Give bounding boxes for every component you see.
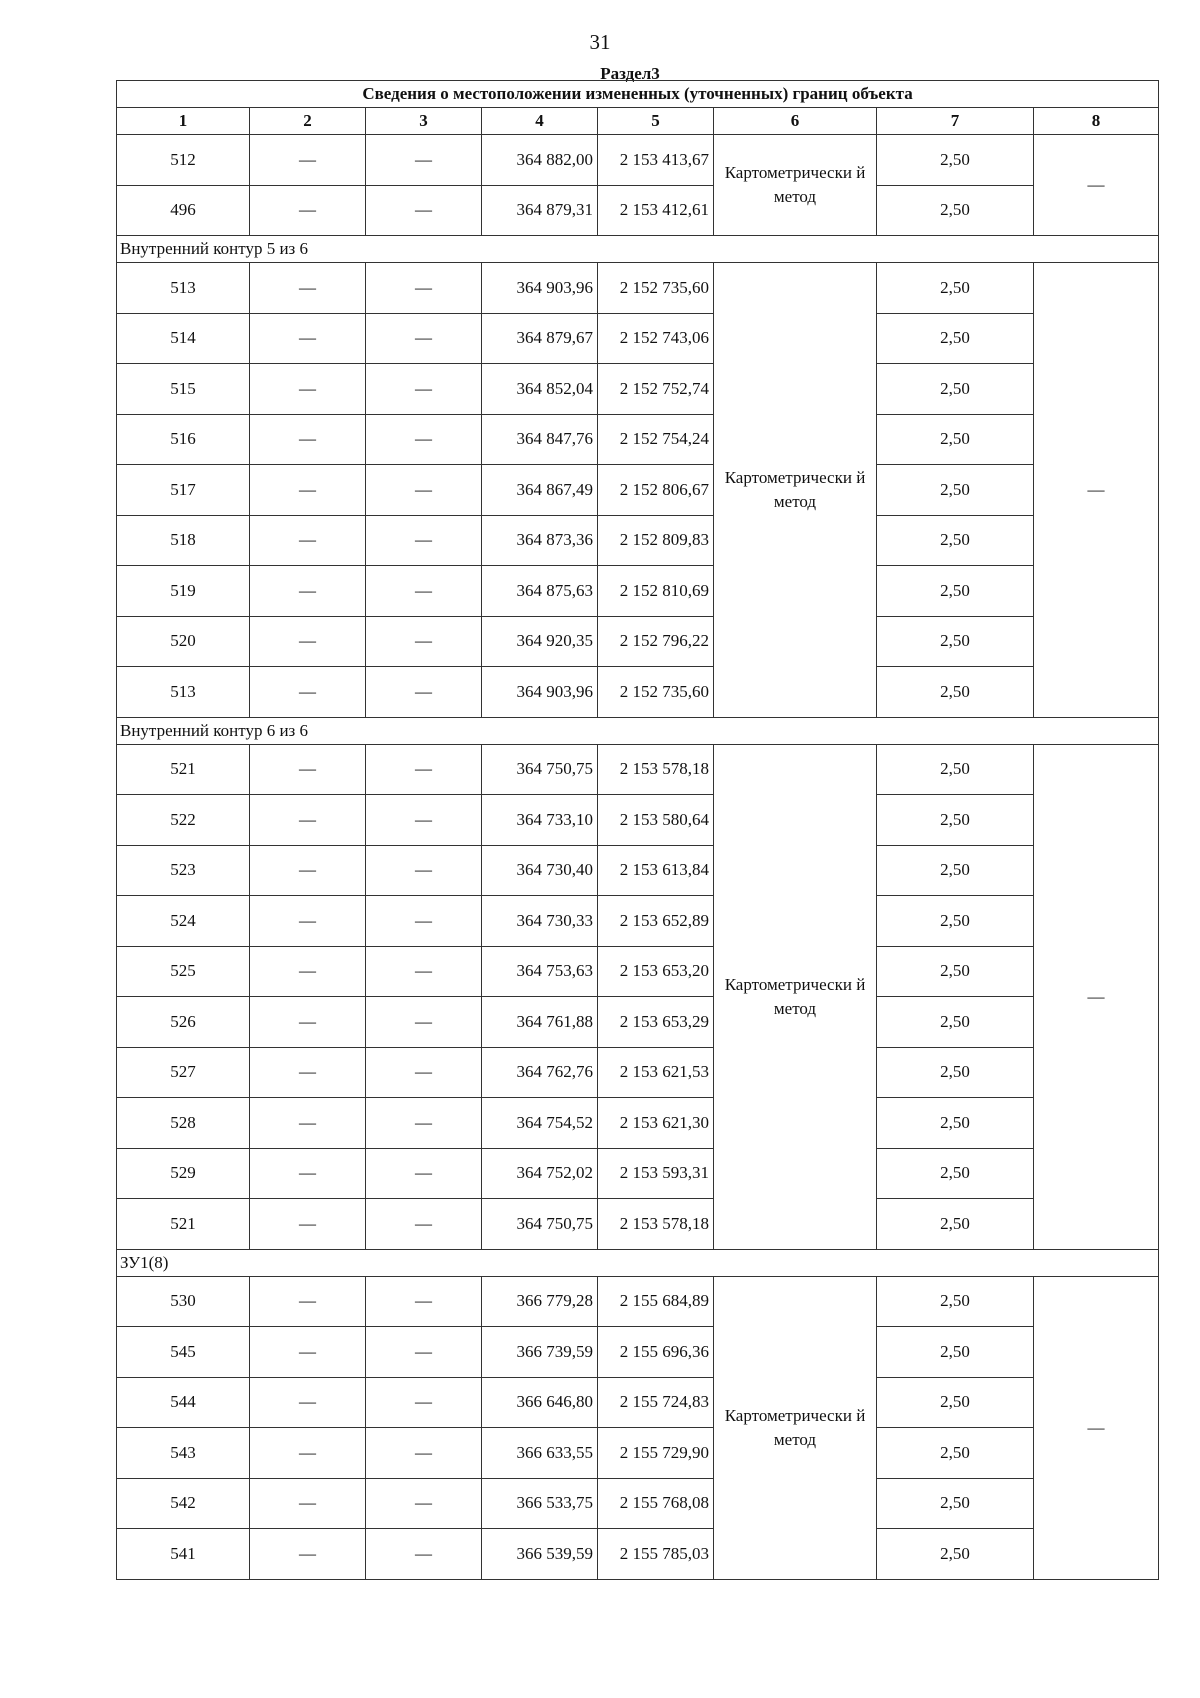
table-row	[117, 515, 1159, 566]
point-number: 526	[117, 997, 250, 1048]
col2-dash: —	[250, 1529, 366, 1580]
col3-dash: —	[366, 364, 482, 415]
col2-dash: —	[250, 566, 366, 617]
coord-x: 364 852,04	[482, 364, 598, 415]
point-number: 541	[117, 1529, 250, 1580]
accuracy: 2,50	[877, 1377, 1034, 1428]
col3-dash: —	[366, 185, 482, 236]
accuracy: 2,50	[877, 997, 1034, 1048]
point-number: 528	[117, 1098, 250, 1149]
point-number: 520	[117, 616, 250, 667]
coord-y: 2 153 413,67	[598, 135, 714, 186]
point-number: 530	[117, 1276, 250, 1327]
table-row	[117, 135, 1159, 186]
table-row	[117, 1377, 1159, 1428]
coordinates-table	[116, 80, 1159, 1580]
contour-label: ЗУ1(8)	[117, 1249, 1159, 1276]
point-number: 518	[117, 515, 250, 566]
table-row	[117, 1098, 1159, 1149]
col3-dash: —	[366, 795, 482, 846]
col3-dash: —	[366, 465, 482, 516]
col2-dash: —	[250, 313, 366, 364]
coord-x: 364 762,76	[482, 1047, 598, 1098]
accuracy: 2,50	[877, 1276, 1034, 1327]
col2-dash: —	[250, 1377, 366, 1428]
table-row	[117, 414, 1159, 465]
column-header-8: 8	[1034, 108, 1159, 135]
point-number: 543	[117, 1428, 250, 1479]
col8-dash: —	[1034, 263, 1159, 718]
accuracy: 2,50	[877, 1478, 1034, 1529]
method-cell: Картометрически й метод	[714, 263, 877, 718]
accuracy: 2,50	[877, 515, 1034, 566]
col3-dash: —	[366, 1276, 482, 1327]
accuracy: 2,50	[877, 795, 1034, 846]
contour-group-row	[117, 717, 1159, 744]
col3-dash: —	[366, 997, 482, 1048]
col8-dash: —	[1034, 135, 1159, 236]
col3-dash: —	[366, 1529, 482, 1580]
coord-y: 2 152 810,69	[598, 566, 714, 617]
col3-dash: —	[366, 1047, 482, 1098]
coord-y: 2 155 696,36	[598, 1327, 714, 1378]
point-number: 524	[117, 896, 250, 947]
col3-dash: —	[366, 1148, 482, 1199]
table-row	[117, 667, 1159, 718]
table-row	[117, 744, 1159, 795]
coord-x: 364 750,75	[482, 744, 598, 795]
coord-x: 364 903,96	[482, 667, 598, 718]
point-number: 523	[117, 845, 250, 896]
method-cell: Картометрически й метод	[714, 744, 877, 1249]
column-header-3: 3	[366, 108, 482, 135]
col2-dash: —	[250, 1428, 366, 1479]
col3-dash: —	[366, 135, 482, 186]
coord-y: 2 153 593,31	[598, 1148, 714, 1199]
col2-dash: —	[250, 185, 366, 236]
coord-y: 2 155 785,03	[598, 1529, 714, 1580]
coord-x: 364 730,40	[482, 845, 598, 896]
accuracy: 2,50	[877, 364, 1034, 415]
accuracy: 2,50	[877, 1098, 1034, 1149]
accuracy: 2,50	[877, 1327, 1034, 1378]
point-number: 542	[117, 1478, 250, 1529]
coord-x: 364 761,88	[482, 997, 598, 1048]
col3-dash: —	[366, 896, 482, 947]
table-row	[117, 1047, 1159, 1098]
coord-y: 2 153 621,53	[598, 1047, 714, 1098]
accuracy: 2,50	[877, 667, 1034, 718]
col2-dash: —	[250, 465, 366, 516]
coord-x: 364 879,67	[482, 313, 598, 364]
table-row	[117, 465, 1159, 516]
col3-dash: —	[366, 1199, 482, 1250]
accuracy: 2,50	[877, 185, 1034, 236]
coord-x: 364 752,02	[482, 1148, 598, 1199]
method-cell: Картометрически й метод	[714, 1276, 877, 1579]
col2-dash: —	[250, 515, 366, 566]
table-row	[117, 1276, 1159, 1327]
coord-y: 2 152 806,67	[598, 465, 714, 516]
coord-x: 364 750,75	[482, 1199, 598, 1250]
table-row	[117, 845, 1159, 896]
point-number: 529	[117, 1148, 250, 1199]
col2-dash: —	[250, 795, 366, 846]
coord-y: 2 152 752,74	[598, 364, 714, 415]
table-row	[117, 795, 1159, 846]
table-row	[117, 1529, 1159, 1580]
accuracy: 2,50	[877, 1148, 1034, 1199]
table-row	[117, 263, 1159, 314]
coord-x: 364 882,00	[482, 135, 598, 186]
table-row	[117, 1478, 1159, 1529]
section-label: Раздел3	[600, 64, 660, 83]
table-title: Сведения о местоположении измененных (уточненных) границ объекта	[117, 81, 1159, 108]
column-header-5: 5	[598, 108, 714, 135]
table-row	[117, 946, 1159, 997]
col3-dash: —	[366, 845, 482, 896]
accuracy: 2,50	[877, 414, 1034, 465]
col8-dash: —	[1034, 1276, 1159, 1579]
point-number: 516	[117, 414, 250, 465]
col3-dash: —	[366, 616, 482, 667]
col2-dash: —	[250, 667, 366, 718]
point-number: 513	[117, 263, 250, 314]
col2-dash: —	[250, 997, 366, 1048]
coord-x: 366 646,80	[482, 1377, 598, 1428]
col2-dash: —	[250, 1199, 366, 1250]
coord-x: 364 754,52	[482, 1098, 598, 1149]
coord-x: 366 633,55	[482, 1428, 598, 1479]
table-row	[117, 313, 1159, 364]
col2-dash: —	[250, 1148, 366, 1199]
contour-label: Внутренний контур 5 из 6	[117, 236, 1159, 263]
accuracy: 2,50	[877, 1047, 1034, 1098]
accuracy: 2,50	[877, 946, 1034, 997]
col2-dash: —	[250, 845, 366, 896]
col3-dash: —	[366, 744, 482, 795]
col3-dash: —	[366, 515, 482, 566]
table-row	[117, 1148, 1159, 1199]
point-number: 527	[117, 1047, 250, 1098]
table-row	[117, 185, 1159, 236]
point-number: 522	[117, 795, 250, 846]
col3-dash: —	[366, 263, 482, 314]
point-number: 521	[117, 744, 250, 795]
coord-x: 364 873,36	[482, 515, 598, 566]
coord-y: 2 153 578,18	[598, 744, 714, 795]
point-number: 519	[117, 566, 250, 617]
point-number: 517	[117, 465, 250, 516]
col2-dash: —	[250, 946, 366, 997]
accuracy: 2,50	[877, 263, 1034, 314]
column-header-4: 4	[482, 108, 598, 135]
accuracy: 2,50	[877, 566, 1034, 617]
col3-dash: —	[366, 667, 482, 718]
col2-dash: —	[250, 744, 366, 795]
col2-dash: —	[250, 263, 366, 314]
coord-x: 366 533,75	[482, 1478, 598, 1529]
coord-x: 364 847,76	[482, 414, 598, 465]
method-cell: Картометрически й метод	[714, 135, 877, 236]
table-row	[117, 616, 1159, 667]
coord-x: 366 739,59	[482, 1327, 598, 1378]
point-number: 515	[117, 364, 250, 415]
table-row	[117, 1199, 1159, 1250]
col2-dash: —	[250, 1047, 366, 1098]
coord-y: 2 155 729,90	[598, 1428, 714, 1479]
col3-dash: —	[366, 1098, 482, 1149]
coord-x: 364 753,63	[482, 946, 598, 997]
point-number: 545	[117, 1327, 250, 1378]
coord-y: 2 155 768,08	[598, 1478, 714, 1529]
col2-dash: —	[250, 896, 366, 947]
coord-x: 364 920,35	[482, 616, 598, 667]
col2-dash: —	[250, 364, 366, 415]
col3-dash: —	[366, 946, 482, 997]
accuracy: 2,50	[877, 313, 1034, 364]
coord-y: 2 152 809,83	[598, 515, 714, 566]
accuracy: 2,50	[877, 465, 1034, 516]
point-number: 496	[117, 185, 250, 236]
col2-dash: —	[250, 1276, 366, 1327]
point-number: 544	[117, 1377, 250, 1428]
table-row	[117, 1327, 1159, 1378]
contour-label: Внутренний контур 6 из 6	[117, 717, 1159, 744]
coord-y: 2 153 580,64	[598, 795, 714, 846]
col3-dash: —	[366, 1428, 482, 1479]
coord-x: 366 779,28	[482, 1276, 598, 1327]
table-row	[117, 997, 1159, 1048]
point-number: 513	[117, 667, 250, 718]
coord-y: 2 152 735,60	[598, 667, 714, 718]
coord-y: 2 155 684,89	[598, 1276, 714, 1327]
col8-dash: —	[1034, 744, 1159, 1249]
contour-group-row	[117, 236, 1159, 263]
coord-y: 2 153 653,20	[598, 946, 714, 997]
accuracy: 2,50	[877, 1529, 1034, 1580]
accuracy: 2,50	[877, 845, 1034, 896]
col2-dash: —	[250, 1478, 366, 1529]
column-header-6: 6	[714, 108, 877, 135]
accuracy: 2,50	[877, 135, 1034, 186]
point-number: 514	[117, 313, 250, 364]
table-row	[117, 364, 1159, 415]
accuracy: 2,50	[877, 744, 1034, 795]
coord-y: 2 153 652,89	[598, 896, 714, 947]
coord-y: 2 152 796,22	[598, 616, 714, 667]
page-number: 31	[589, 30, 611, 54]
coord-x: 364 733,10	[482, 795, 598, 846]
coord-x: 364 730,33	[482, 896, 598, 947]
point-number: 512	[117, 135, 250, 186]
col3-dash: —	[366, 313, 482, 364]
col2-dash: —	[250, 135, 366, 186]
col3-dash: —	[366, 1478, 482, 1529]
coord-y: 2 152 754,24	[598, 414, 714, 465]
col3-dash: —	[366, 566, 482, 617]
coord-y: 2 152 735,60	[598, 263, 714, 314]
accuracy: 2,50	[877, 1199, 1034, 1250]
col2-dash: —	[250, 1327, 366, 1378]
column-header-2: 2	[250, 108, 366, 135]
col2-dash: —	[250, 1098, 366, 1149]
col2-dash: —	[250, 414, 366, 465]
contour-group-row	[117, 1249, 1159, 1276]
col3-dash: —	[366, 1327, 482, 1378]
coord-x: 364 875,63	[482, 566, 598, 617]
coord-y: 2 153 653,29	[598, 997, 714, 1048]
column-header-7: 7	[877, 108, 1034, 135]
coord-y: 2 153 613,84	[598, 845, 714, 896]
coord-y: 2 153 621,30	[598, 1098, 714, 1149]
column-header-1: 1	[117, 108, 250, 135]
table-row	[117, 1428, 1159, 1479]
coord-x: 364 867,49	[482, 465, 598, 516]
coord-y: 2 152 743,06	[598, 313, 714, 364]
accuracy: 2,50	[877, 1428, 1034, 1479]
col2-dash: —	[250, 616, 366, 667]
coord-x: 364 903,96	[482, 263, 598, 314]
col3-dash: —	[366, 1377, 482, 1428]
table-row	[117, 566, 1159, 617]
point-number: 525	[117, 946, 250, 997]
point-number: 521	[117, 1199, 250, 1250]
coord-y: 2 155 724,83	[598, 1377, 714, 1428]
accuracy: 2,50	[877, 896, 1034, 947]
table-row	[117, 896, 1159, 947]
col3-dash: —	[366, 414, 482, 465]
coord-y: 2 153 412,61	[598, 185, 714, 236]
coord-x: 366 539,59	[482, 1529, 598, 1580]
coord-y: 2 153 578,18	[598, 1199, 714, 1250]
accuracy: 2,50	[877, 616, 1034, 667]
coord-x: 364 879,31	[482, 185, 598, 236]
